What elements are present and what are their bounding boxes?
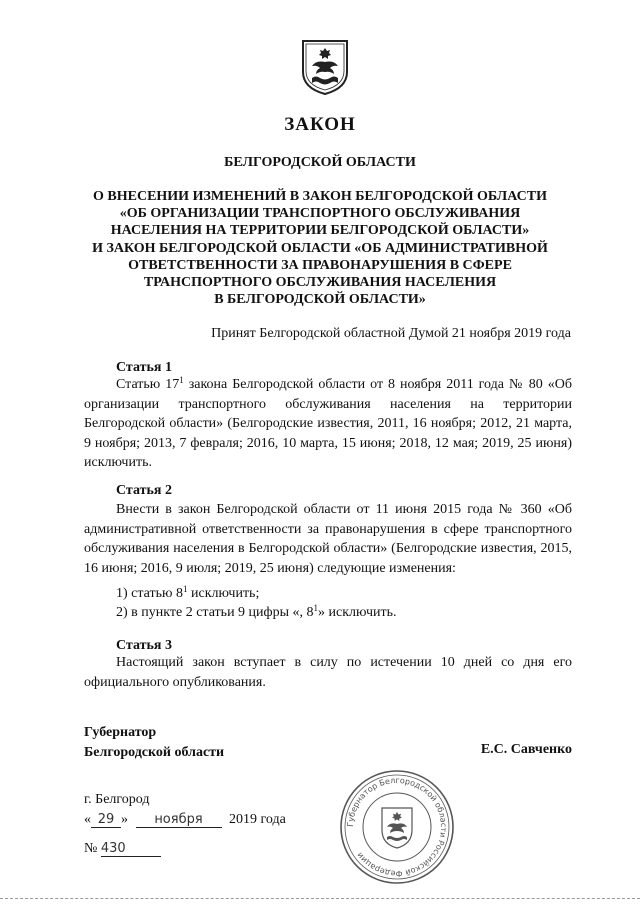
date-year: 2019 года xyxy=(229,812,286,827)
superscript: 1 xyxy=(313,603,319,613)
article-3-text: Настоящий закон вступает в силу по истечении 10 дней со дня его официального опубликования. xyxy=(84,655,572,690)
subject-line: В БЕЛГОРОДСКОЙ ОБЛАСТИ» xyxy=(214,292,426,308)
adoption-note: Принят Белгородской областной Думой 21 ноября 2019 года xyxy=(211,326,571,341)
subject-line: ТРАНСПОРТНОГО ОБСЛУЖИВАНИЯ НАСЕЛЕНИЯ xyxy=(143,275,497,291)
region-title: БЕЛГОРОДСКОЙ ОБЛАСТИ xyxy=(224,155,416,170)
city-line: г. Белгород xyxy=(84,792,150,807)
article-2-text: Внести в закон Белгородской области от 11 июня 2015 года № 360 «Об административной ответственности за правонарушения в сфере транспортного обслуживания населения в Белгородской области» (Белгородские известия, 2015, 16 июня; 2016, 9 июля; 2019, 25 июня) следующие изменения: xyxy=(84,502,572,576)
article-1-heading: Статья 1 xyxy=(116,360,172,375)
subject-line: И ЗАКОН БЕЛГОРОДСКОЙ ОБЛАСТИ «ОБ АДМИНИСТРАТИВНОЙ xyxy=(92,240,548,256)
law-subject xyxy=(0,188,640,308)
number-line xyxy=(84,841,161,857)
article-3-heading: Статья 3 xyxy=(116,638,172,653)
item-text: 1) статью 8 xyxy=(116,586,183,601)
official-seal-stamp xyxy=(338,768,456,886)
article-1-text-start: Статью 17 xyxy=(116,377,180,392)
governor-title-line: Белгородской области xyxy=(84,745,225,760)
item-text: » исключить. xyxy=(318,605,397,620)
subject-line: О ВНЕСЕНИИ ИЗМЕНЕНИЙ В ЗАКОН БЕЛГОРОДСКОЙ ОБЛАСТИ xyxy=(93,189,547,204)
date-month: ноября xyxy=(136,812,222,828)
article-2-heading: Статья 2 xyxy=(116,483,172,498)
seal-emblem-icon xyxy=(382,808,412,848)
number-label: № xyxy=(84,841,98,856)
subject-line: ОТВЕТСТВЕННОСТИ ЗА ПРАВОНАРУШЕНИЯ В СФЕРЕ xyxy=(128,257,512,273)
law-title: ЗАКОН xyxy=(284,114,356,135)
governor-name: Е.С. Савченко xyxy=(480,742,572,757)
quote-open: « xyxy=(84,812,91,827)
item-text: исключить; xyxy=(187,586,260,601)
law-number: 430 xyxy=(101,841,161,857)
superscript: 1 xyxy=(182,584,188,594)
date-line xyxy=(84,812,286,828)
governor-title xyxy=(84,723,224,763)
coat-of-arms-emblem xyxy=(300,38,350,96)
article-2-item-1 xyxy=(116,584,259,604)
subject-line: НАСЕЛЕНИЯ НА ТЕРРИТОРИИ БЕЛГОРОДСКОЙ ОБЛАСТИ» xyxy=(110,223,530,239)
article-2-item-2 xyxy=(116,603,397,623)
item-text: 2) в пункте 2 статьи 9 цифры «, 8 xyxy=(116,605,314,620)
article-1-text-rest: закона Белгородской области от 8 ноября 2011 года № 80 «Об организации транспортного обслуживания населения на территории Белгородской области» (Белгородские известия, 2011, 16 ноября; 2012, 21 марта, 9 ноября; 2013, 7 февраля; 2016, 10 марта, 15 июня; 2018, 12 мая; 2019, 25 июня) исключить. xyxy=(84,377,572,470)
date-day: 29 xyxy=(91,812,121,828)
article-1-text xyxy=(84,375,572,473)
subject-line: «ОБ ОРГАНИЗАЦИИ ТРАНСПОРТНОГО ОБСЛУЖИВАНИЯ xyxy=(119,206,521,222)
seal-ring-text: Губернатор Белгородской области Российской Федерации xyxy=(345,775,449,879)
superscript: 1 xyxy=(179,375,184,385)
page-bottom-dashed-line xyxy=(0,898,640,899)
quote-close: » xyxy=(121,812,128,827)
governor-title-line: Губернатор xyxy=(84,725,157,740)
